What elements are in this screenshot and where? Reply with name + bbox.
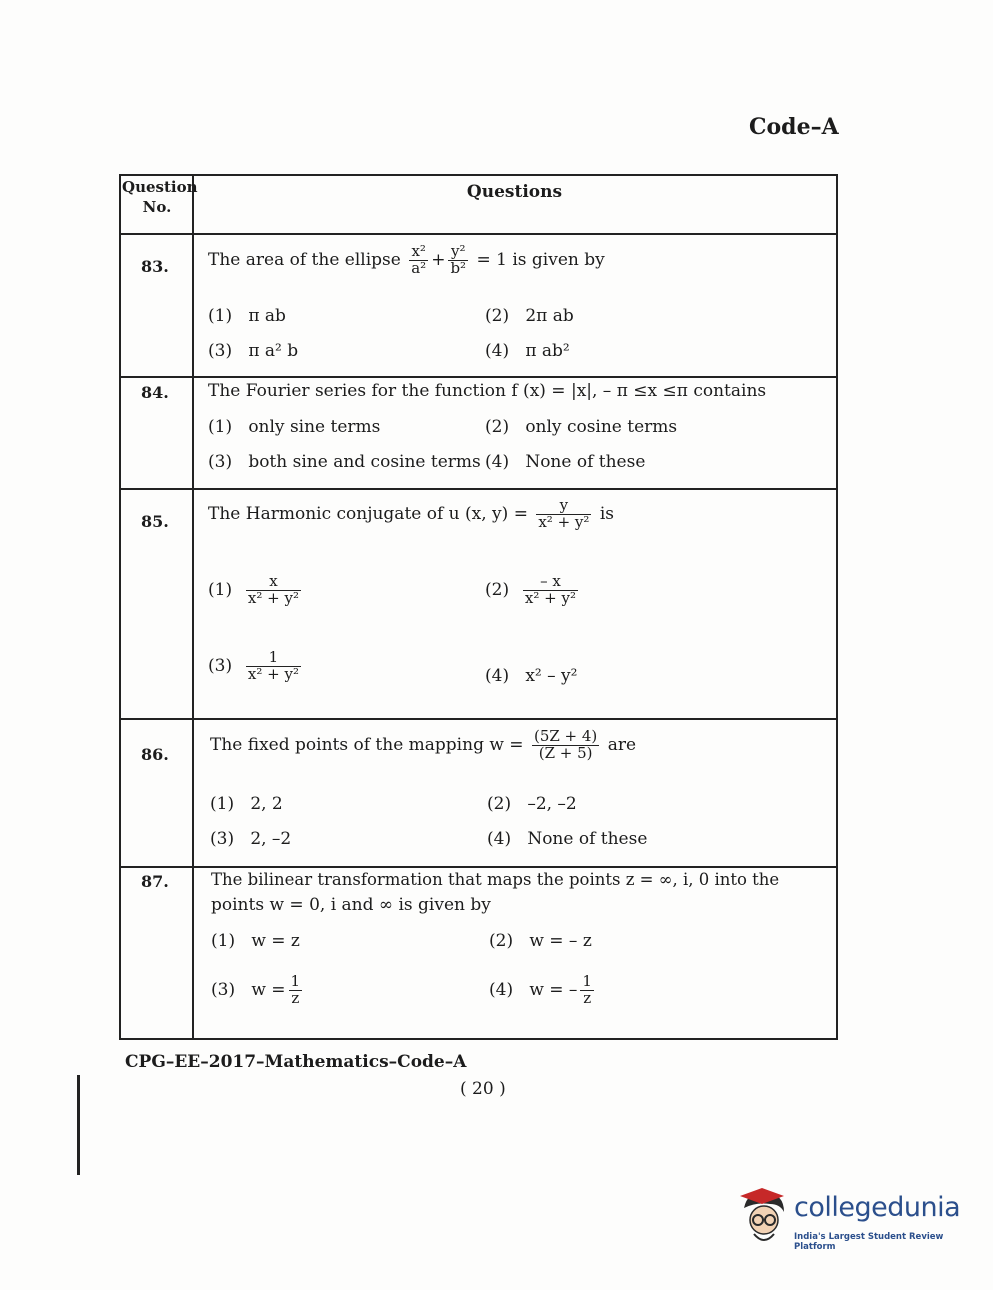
option-4: (4) x² – y² (485, 666, 578, 686)
questions-header: Questions (466, 182, 563, 202)
option-1: (1) $\frac{x}{\text{x² + y²}}$ (208, 572, 299, 607)
logo-wordmark: collegedunia (794, 1192, 961, 1223)
option-3: (3) w = $\frac{1}{z}$ (211, 972, 301, 1007)
paper-code-footer: CPG–EE–2017–Mathematics–Code–A (125, 1052, 467, 1072)
question-stem-line-2: points w = 0, i and ∞ is given by (211, 895, 491, 915)
option-4: (4) w = – $\frac{1}{z}$ (489, 972, 592, 1007)
margin-line (77, 1075, 80, 1175)
option-4: (4) π ab² (485, 341, 570, 361)
option-2: (2) 2π ab (485, 306, 574, 326)
code-label: Code–A (749, 114, 839, 140)
question-stem: The fixed points of the mapping w = $\frac{(5Z + 4)}{(Z + 5)}$ are (210, 727, 637, 762)
question-number: 86. (141, 745, 169, 764)
option-1: (1) w = z (211, 931, 300, 951)
option-3: (3) $\frac{1}{\text{x² + y²}}$ (208, 648, 299, 683)
question-number: 85. (141, 512, 169, 531)
option-3: (3) 2, –2 (210, 829, 292, 849)
option-3: (3) π a² b (208, 341, 299, 361)
question-table (119, 174, 838, 1040)
option-1: (1) only sine terms (208, 417, 381, 437)
logo-tagline: India's Largest Student Review Platform (794, 1232, 944, 1252)
mascot-icon (736, 1186, 792, 1252)
question-stem-line-1: The bilinear transformation that maps the points z = ∞, i, 0 into the (211, 870, 780, 889)
option-3: (3) both sine and cosine terms (208, 452, 481, 472)
question-stem: The Harmonic conjugate of u (x, y) = $\frac{y}{\text{x² + y²}}$ is (208, 496, 614, 531)
collegedunia-logo (736, 1186, 966, 1256)
option-4: (4) None of these (487, 829, 648, 849)
question-stem: The Fourier series for the function f (x) = |x|, – π ≤x ≤π contains (208, 381, 767, 401)
question-number: 87. (141, 872, 169, 891)
page-number: ( 20 ) (460, 1079, 506, 1099)
option-2: (2) w = – z (489, 931, 592, 951)
question-no-header: Question No. (122, 178, 198, 216)
question-number: 83. (141, 257, 169, 276)
option-2: (2) –2, –2 (487, 794, 577, 814)
option-4: (4) None of these (485, 452, 646, 472)
option-2: (2) only cosine terms (485, 417, 678, 437)
option-1: (1) 2, 2 (210, 794, 283, 814)
option-2: (2) $\frac{- x}{\text{x² + y²}}$ (485, 572, 576, 607)
question-number: 84. (141, 383, 169, 402)
option-1: (1) π ab (208, 306, 286, 326)
question-stem: The area of the ellipse $\frac{\text{x²}}{\text{a²}}$ + $\frac{\text{y²}}{\text{b²}}$ = 1 is given by (208, 242, 605, 277)
